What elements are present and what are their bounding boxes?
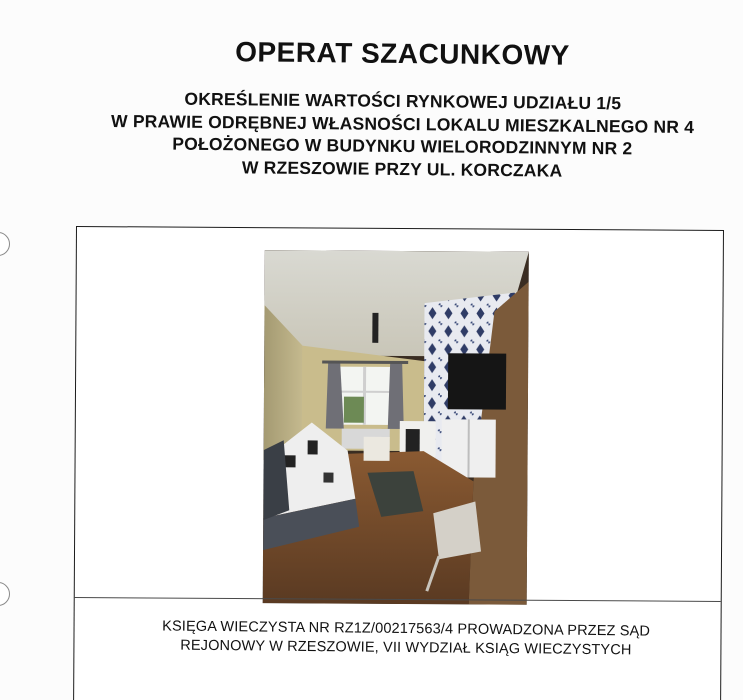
subtitle-line: OKREŚLENIE WARTOŚCI RYNKOWEJ UDZIAŁU 1/5 [184, 88, 622, 114]
punch-hole-lower [0, 582, 10, 606]
punch-hole-upper [0, 232, 10, 256]
room-photo-illustration [263, 250, 529, 605]
caption-line: REJONOWY W RZESZOWIE, VII WYDZIAŁ KSIĄG WIECZYSTYCH [180, 637, 632, 659]
subtitle-line: POŁOŻONEGO W BUDYNKU WIELORODZINNYM NR 2 [172, 133, 633, 159]
room-photo [263, 250, 529, 605]
caption-line: KSIĘGA WIECZYSTA NR RZ1Z/00217563/4 PROWADZONA PRZEZ SĄD [162, 618, 651, 640]
subtitle-line: W PRAWIE ODRĘBNEJ WŁASNOŚCI LOKALU MIESZKALNEGO NR 4 [111, 110, 695, 137]
subtitle-line: W RZESZOWIE PRZY UL. KORCZAKA [241, 156, 563, 181]
land-registry-caption [76, 617, 736, 662]
document-subtitle [0, 86, 743, 184]
document-title: OPERAT SZACUNKOWY [235, 36, 570, 71]
